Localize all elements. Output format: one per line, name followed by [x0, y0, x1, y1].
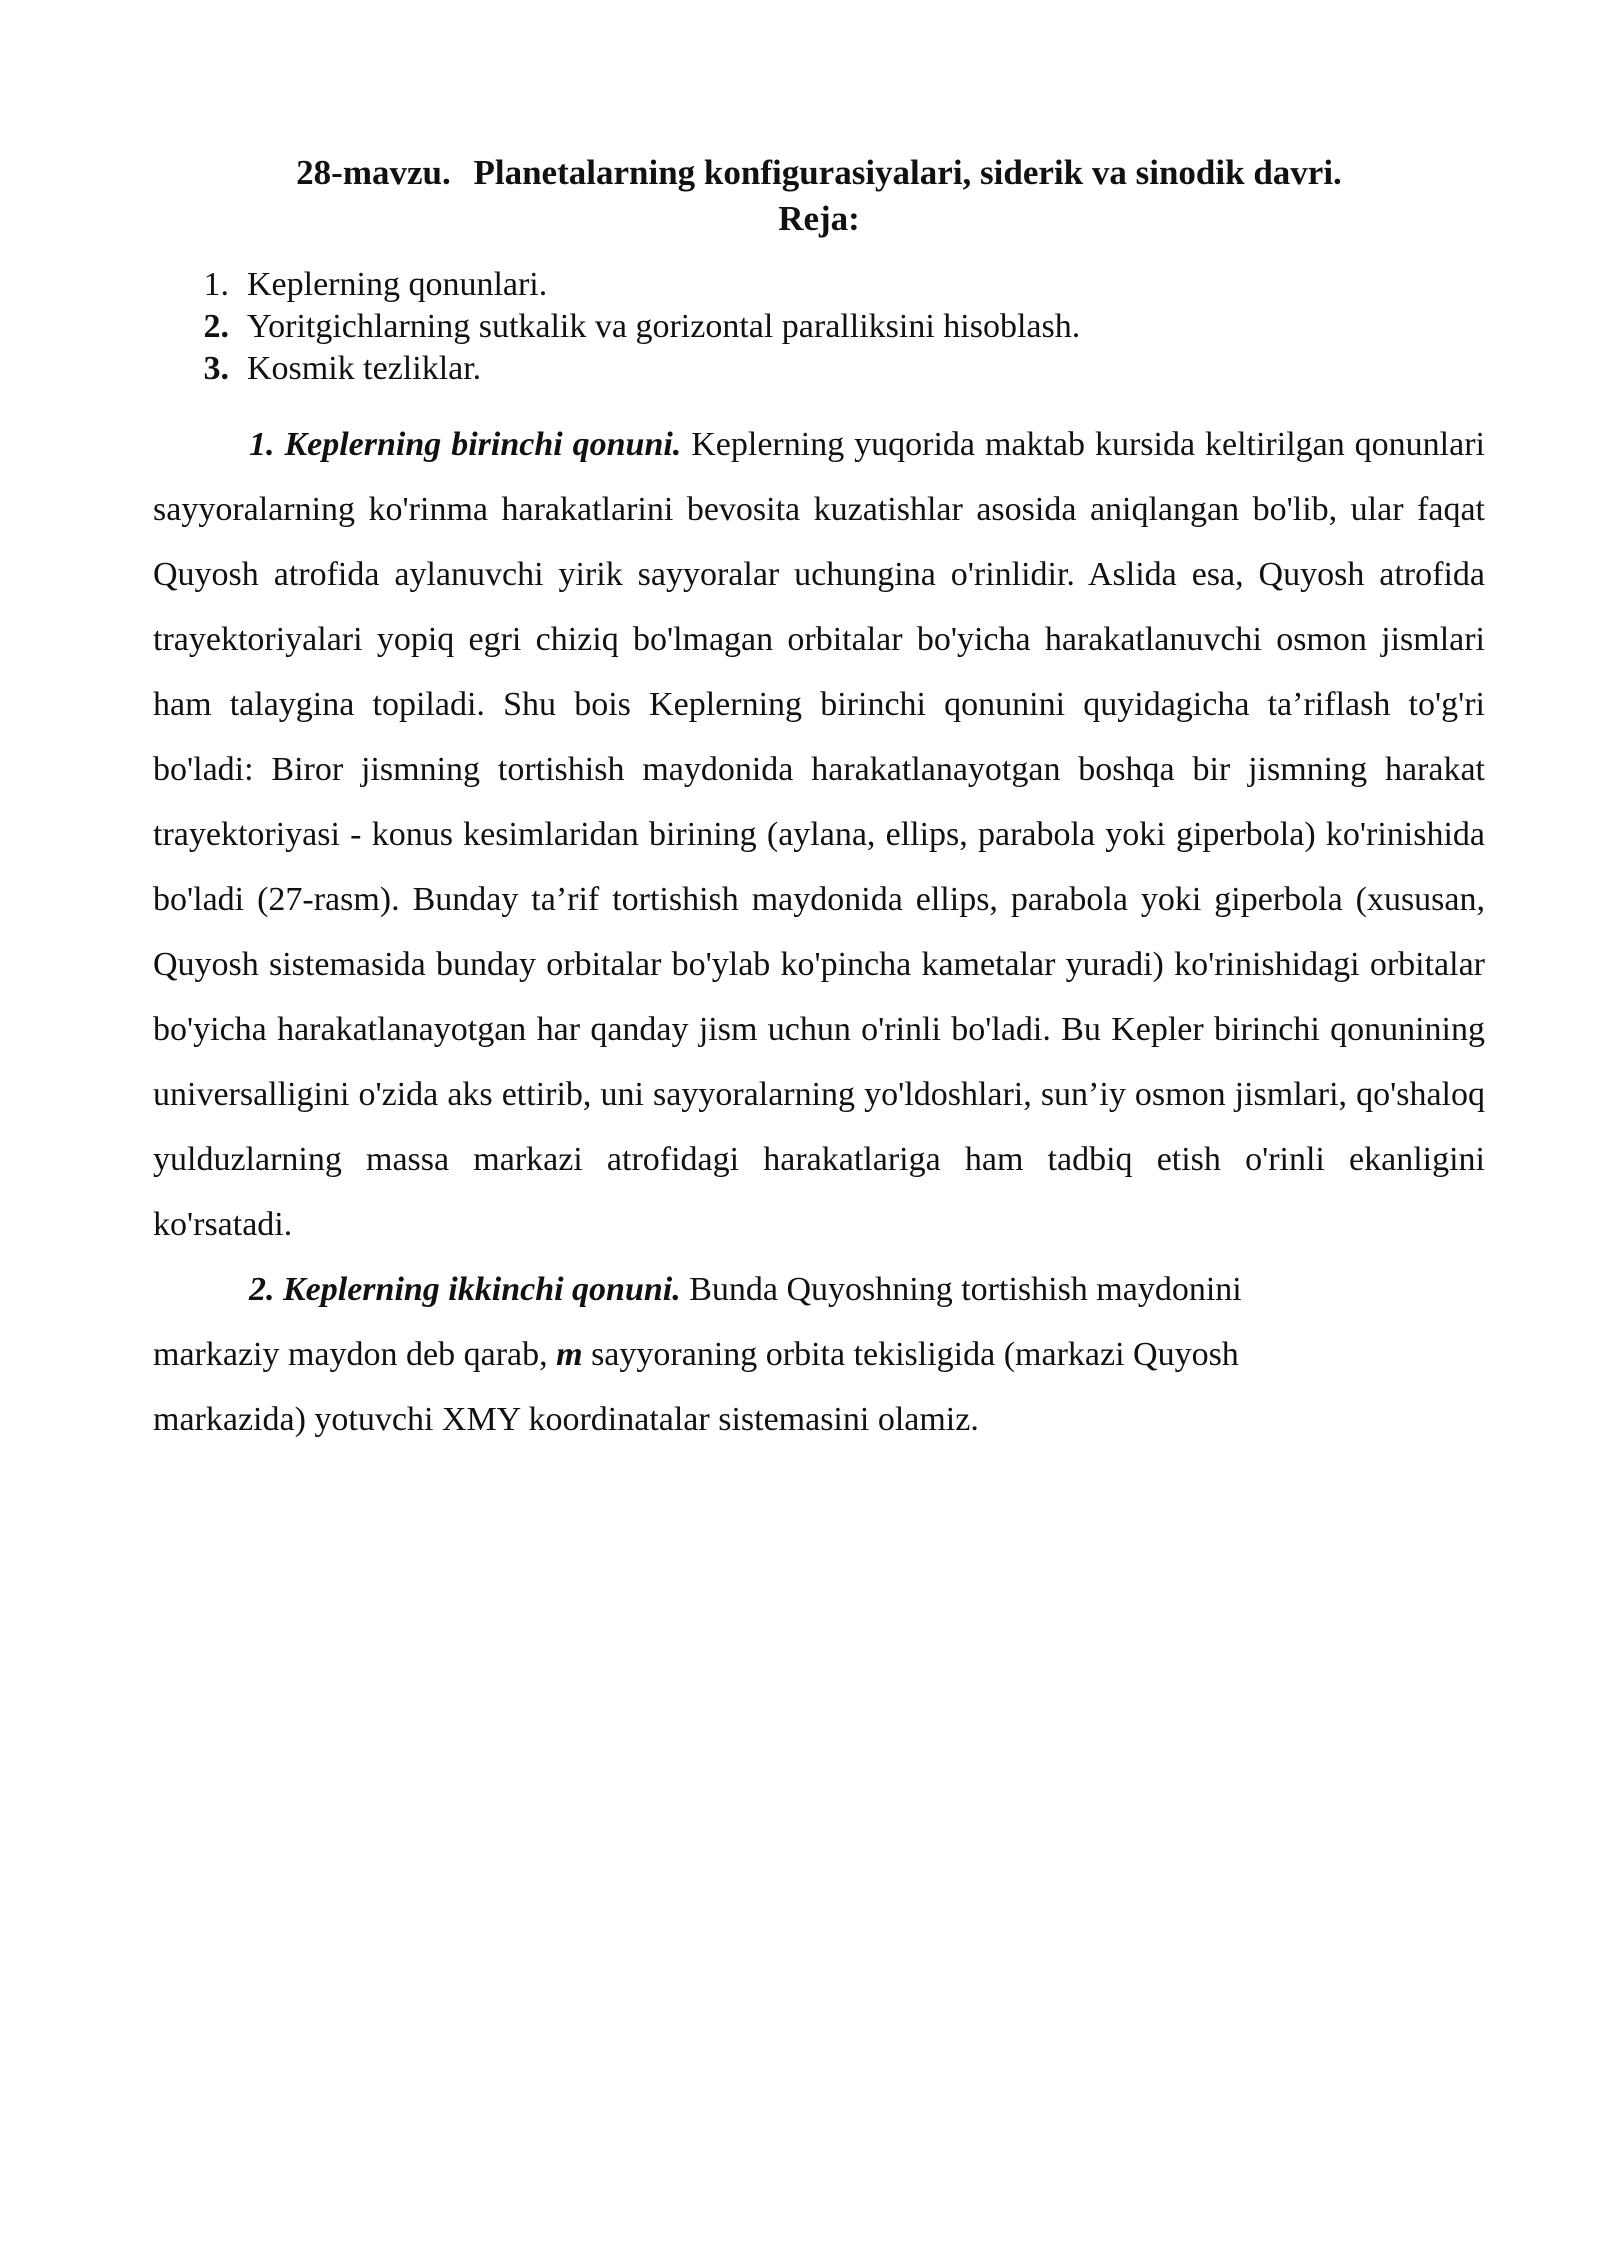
topic-number: 28-mavzu. — [296, 153, 451, 192]
plan-item-text: Kosmik tezliklar. — [247, 350, 482, 387]
variable-m: m — [556, 1336, 583, 1373]
section-2-lead: 2. Keplerning ikkinchi qonuni. — [249, 1271, 681, 1308]
section-1-lead: 1. Keplerning birinchi qonuni. — [249, 426, 682, 463]
plan-list — [153, 264, 1485, 390]
plan-item-text: Yoritgichlarning sutkalik va gorizontal paralliksini hisoblash. — [247, 308, 1081, 345]
topic-title: Planetalarning konfigurasiyalari, siderik va sinodik davri. — [473, 153, 1342, 192]
section-1-paragraph — [153, 412, 1485, 1257]
document-title — [153, 150, 1485, 196]
plan-item-text: Keplerning qonunlari. — [247, 266, 548, 303]
section-2-body-start: Bunda Quyoshning tortishish maydonini markaziy maydon deb qarab, — [153, 1271, 1242, 1373]
plan-item — [153, 306, 1485, 348]
plan-item-number: 2. — [203, 308, 229, 345]
plan-item-number: 1. — [203, 266, 229, 303]
plan-item — [153, 348, 1485, 390]
plan-item-number: 3. — [203, 350, 229, 387]
section-1-body: Keplerning yuqorida maktab kursida keltirilgan qonunlari sayyoralarning ko'rinma harakatlarini bevosita kuzatishlar asosida aniqlangan bo'lib, ular faqat Quyosh atrofida aylanuvchi yirik sayyoralar uchungina o'rinlidir. Aslida esa, Quyosh atrofida trayektoriyalari yopiq egri chiziq bo'lmagan orbitalar bo'yicha harakatlanuvchi osmon jismlari ham talaygina topiladi. Shu bois Keplerning birinchi qonunini quyidagicha ta’riflash to'g'ri bo'ladi: Biror jismning tortishish maydonida harakatlanayotgan boshqa bir jismning harakat trayektoriyasi - konus kesimlaridan birining (aylana, ellips, parabola yoki giperbola) ko'rinishida bo'ladi (27-rasm). Bunday ta’rif tortishish maydonida ellips, parabola yoki giperbola (xususan, Quyosh sistemasida bunday orbitalar bo'ylab ko'pincha kametalar yuradi) ko'rinishidagi orbitalar bo'yicha harakatlanayotgan har qanday jism uchun o'rinli bo'ladi. Bu Kepler birinchi qonunining universalligini o'zida aks ettirib, uni sayyoralarning yo'ldoshlari, sun’iy osmon jismlari, qo'shaloq yulduzlarning massa markazi atrofidagi harakatlariga ham tadbiq etish o'rinli ekanligini ko'rsatadi. — [153, 426, 1485, 1243]
plan-heading: Reja: — [778, 199, 860, 238]
document-page — [153, 150, 1485, 1452]
section-2-paragraph — [153, 1257, 1373, 1452]
plan-item — [153, 264, 1485, 306]
section-2-body-end: sayyoraning orbita tekisligida (markazi Quyosh markazida) yotuvchi XMY koordinatalar sistemasini olamiz. — [153, 1336, 1239, 1438]
